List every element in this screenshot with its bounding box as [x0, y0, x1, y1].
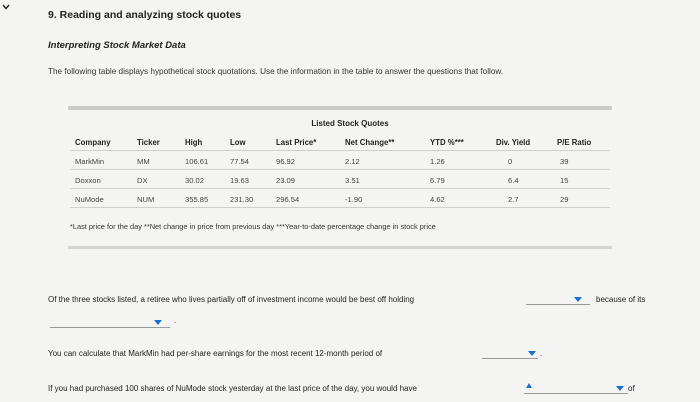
- cell-pe-ratio: 15: [560, 176, 569, 185]
- cell-ytd: 6.79: [430, 176, 445, 185]
- q2-period: .: [540, 349, 543, 358]
- chevron-down-icon: [616, 386, 624, 391]
- cell-last-price: 296.54: [276, 195, 300, 204]
- q1-period: .: [174, 316, 177, 325]
- cell-ytd: 4.62: [430, 195, 445, 204]
- chevron-down-icon: [154, 320, 162, 325]
- row-divider: [70, 169, 610, 170]
- cell-div-yield: 2.7: [508, 195, 519, 204]
- header-high: High: [185, 138, 203, 147]
- cell-ticker: MM: [137, 157, 150, 166]
- table-title: Listed Stock Quotes: [311, 119, 389, 128]
- cell-company: Doxxon: [75, 176, 101, 185]
- question-2-text: You can calculate that MarkMin had per-share earnings for the most recent 12-month period of: [48, 349, 383, 358]
- question-1-text: Of the three stocks listed, a retiree who lives partially off of investment income would be best off holding: [48, 295, 415, 304]
- row-divider: [70, 150, 610, 151]
- question-1-after: because of its: [596, 295, 646, 304]
- header-last-price: Last Price*: [276, 138, 317, 147]
- chevron-up-icon: [526, 383, 532, 388]
- chevron-down-icon[interactable]: [2, 4, 10, 10]
- cell-high: 355.85: [185, 195, 209, 204]
- header-pe-ratio: P/E Ratio: [557, 138, 592, 147]
- question-3-after: of: [628, 384, 635, 393]
- section-title: Interpreting Stock Market Data: [48, 40, 186, 51]
- table-top-rule: [68, 106, 612, 110]
- chevron-down-icon: [528, 351, 536, 356]
- header-ticker: Ticker: [137, 138, 160, 147]
- cell-low: 77.54: [230, 157, 250, 166]
- header-low: Low: [230, 138, 246, 147]
- header-company: Company: [75, 138, 111, 147]
- row-divider: [70, 207, 610, 208]
- cell-pe-ratio: 39: [560, 157, 569, 166]
- intro-text: The following table displays hypothetical stock quotations. Use the information in the table to answer the questions that follow.: [48, 67, 504, 76]
- chevron-down-icon: [574, 297, 582, 302]
- table-bottom-rule: [68, 246, 612, 249]
- cell-pe-ratio: 29: [560, 195, 569, 204]
- header-div-yield: Div. Yield: [496, 138, 531, 147]
- cell-last-price: 96.92: [276, 157, 296, 166]
- cell-div-yield: 0: [508, 157, 513, 166]
- cell-ticker: NUM: [137, 195, 155, 204]
- cell-high: 106.61: [185, 157, 209, 166]
- question-3-text: If you had purchased 100 shares of NuMode stock yesterday at the last price of the day, you would have: [48, 384, 417, 393]
- q2-earnings-dropdown[interactable]: [482, 358, 538, 359]
- cell-low: 19.63: [230, 176, 250, 185]
- header-ytd: YTD %***: [430, 138, 464, 147]
- cell-net-change: 2.12: [345, 157, 360, 166]
- cell-net-change: 3.51: [345, 176, 360, 185]
- table-footnote: *Last price for the day **Net change in price from previous day ***Year-to-date percentage change in stock price: [70, 222, 436, 231]
- cell-high: 30.02: [185, 176, 205, 185]
- cell-div-yield: 6.4: [508, 176, 519, 185]
- q1-reason-dropdown[interactable]: [50, 327, 170, 328]
- question-title: 9. Reading and analyzing stock quotes: [48, 9, 242, 21]
- cell-ticker: DX: [137, 176, 148, 185]
- header-net-change: Net Change**: [345, 138, 395, 147]
- q3-outcome-dropdown[interactable]: [524, 393, 628, 394]
- cell-company: MarkMin: [75, 157, 105, 166]
- q1-stock-dropdown[interactable]: [526, 304, 590, 305]
- row-divider: [70, 188, 610, 189]
- cell-ytd: 1.26: [430, 157, 445, 166]
- cell-net-change: -1.90: [345, 195, 363, 204]
- cell-low: 231.30: [230, 195, 254, 204]
- cell-last-price: 23.09: [276, 176, 296, 185]
- cell-company: NuMode: [75, 195, 104, 204]
